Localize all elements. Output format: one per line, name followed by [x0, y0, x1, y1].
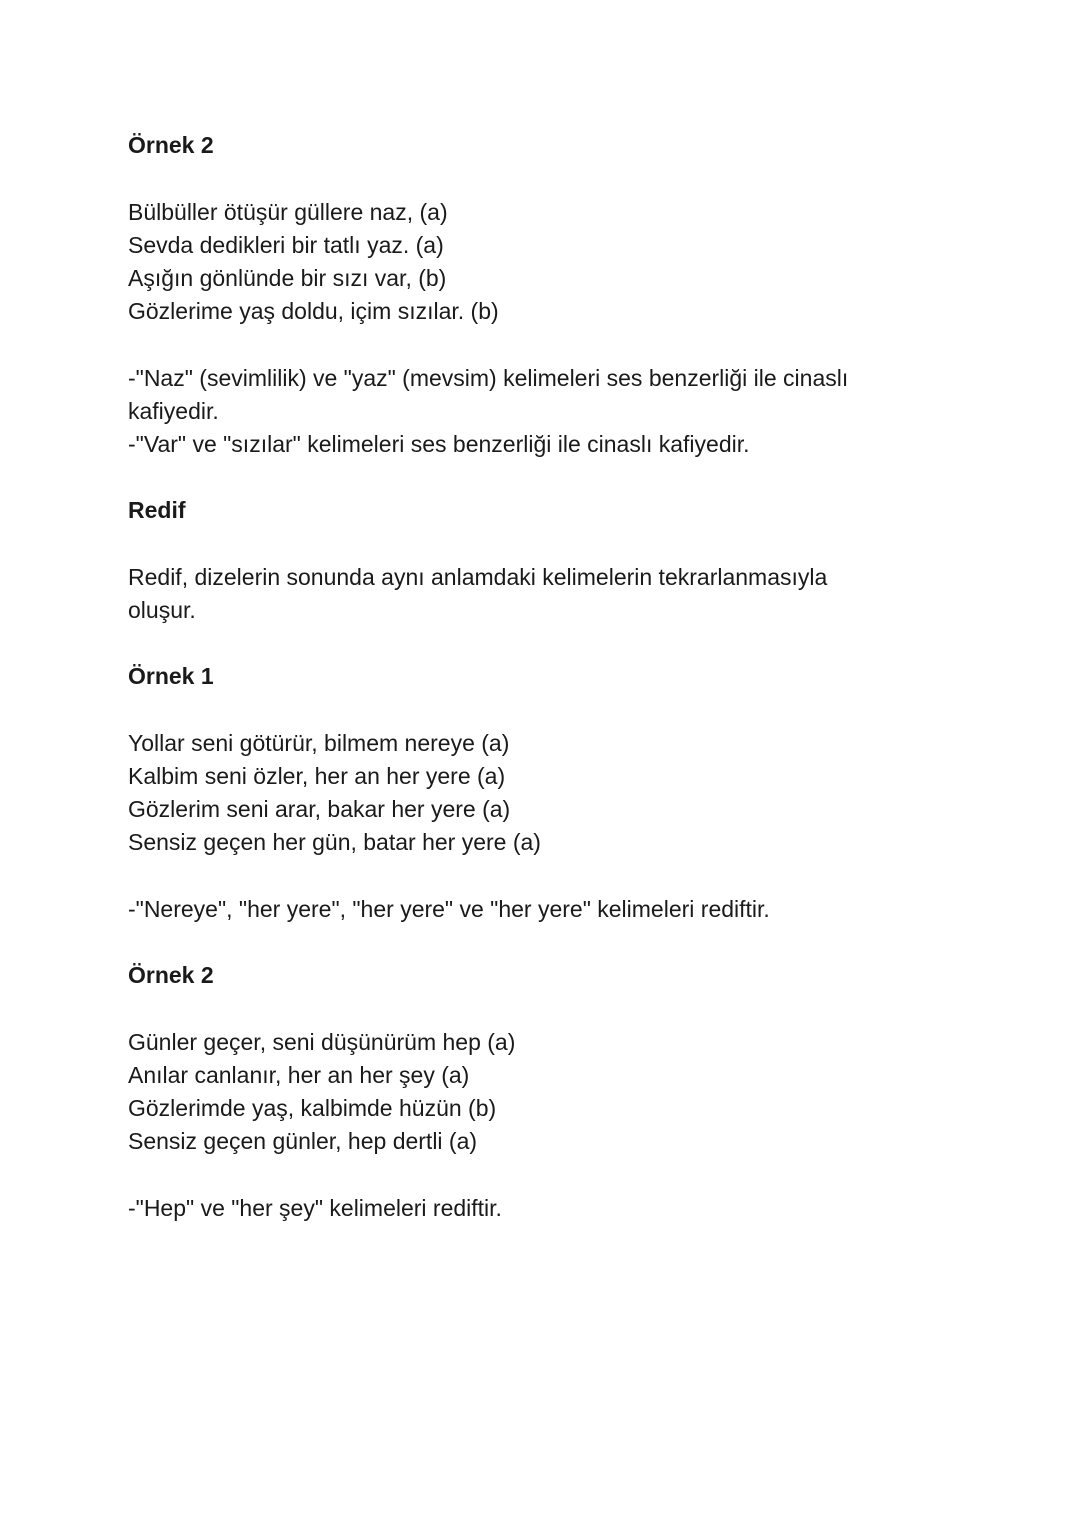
poem-line: Sensiz geçen her gün, batar her yere (a) — [128, 829, 541, 855]
poem-line: Sevda dedikleri bir tatlı yaz. (a) — [128, 232, 444, 258]
poem-line: Günler geçer, seni düşünürüm hep (a) — [128, 1029, 516, 1055]
poem-line: Yollar seni götürür, bilmem nereye (a) — [128, 730, 510, 756]
section-heading-ornek-1: Örnek 1 — [128, 663, 214, 689]
poem-line: Gözlerimde yaş, kalbimde hüzün (b) — [128, 1095, 497, 1121]
explanation-note: -"Var" ve "sızılar" kelimeleri ses benzerliği ile cinaslı kafiyedir. — [128, 431, 750, 457]
section-heading-ornek-2: Örnek 2 — [128, 132, 214, 158]
poem-line: Aşığın gönlünde bir sızı var, (b) — [128, 265, 447, 291]
section-heading-redif: Redif — [128, 497, 186, 523]
poem-line: Gözlerime yaş doldu, içim sızılar. (b) — [128, 298, 499, 324]
poem-ornek-1-redif — [128, 727, 958, 859]
explanation-notes — [128, 362, 918, 461]
poem-line: Sensiz geçen günler, hep dertli (a) — [128, 1128, 478, 1154]
poem-ornek-2-redif — [128, 1026, 958, 1158]
poem-line: Gözlerim seni arar, bakar her yere (a) — [128, 796, 511, 822]
redif-definition: Redif, dizelerin sonunda aynı anlamdaki kelimelerin tekrarlanmasıyla oluşur. — [128, 564, 828, 623]
explanation-note: -"Naz" (sevimlilik) ve "yaz" (mevsim) kelimeleri ses benzerliği ile cinaslı kafiyedir. — [128, 365, 849, 424]
explanation-note: -"Hep" ve "her şey" kelimeleri rediftir. — [128, 1195, 502, 1221]
poem-ornek-2-kafiye — [128, 196, 958, 328]
poem-line: Anılar canlanır, her an her şey (a) — [128, 1062, 470, 1088]
poem-line: Bülbüller ötüşür güllere naz, (a) — [128, 199, 448, 225]
section-heading-ornek-2-redif: Örnek 2 — [128, 962, 214, 988]
explanation-note: -"Nereye", "her yere", "her yere" ve "her yere" kelimeleri rediftir. — [128, 896, 770, 922]
poem-line: Kalbim seni özler, her an her yere (a) — [128, 763, 506, 789]
